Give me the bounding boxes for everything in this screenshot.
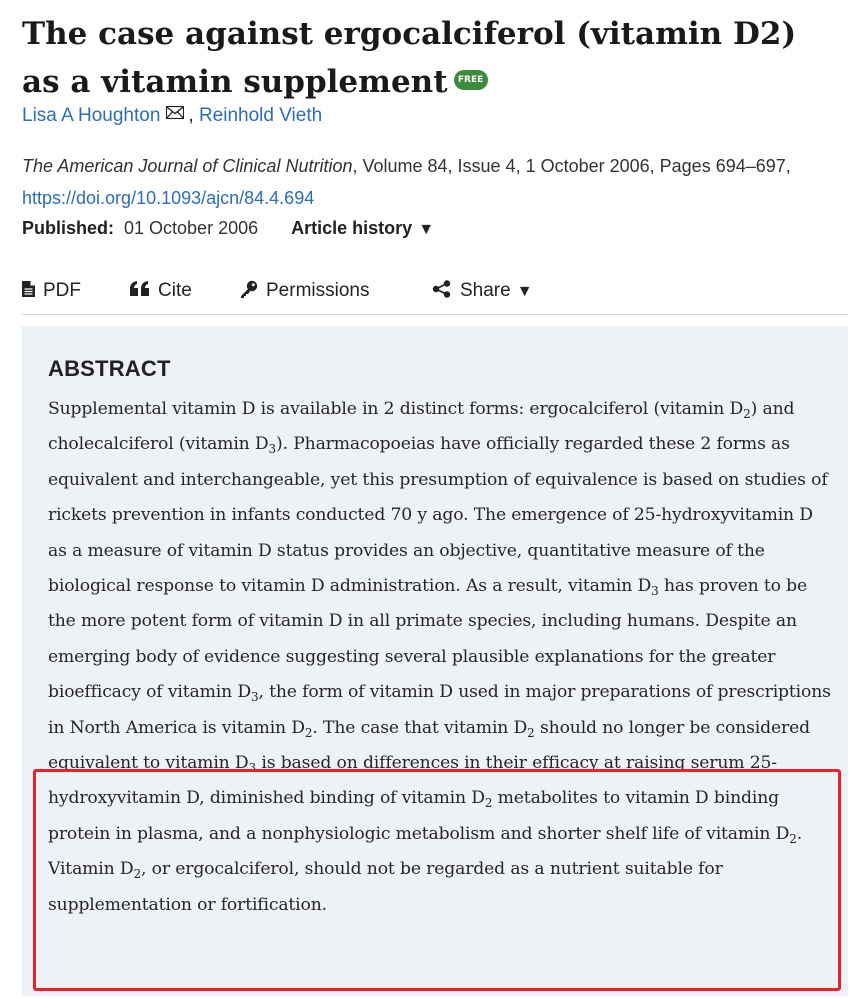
article-history-toggle[interactable] (291, 218, 434, 238)
caret-down-icon: ▼ (516, 283, 533, 300)
published-date: 01 October 2006 (124, 218, 259, 238)
author-link-houghton[interactable]: Lisa A Houghton (22, 105, 161, 127)
author-separator: , (188, 105, 194, 127)
permissions-label: Permissions (266, 280, 370, 301)
publication-row (22, 215, 434, 243)
caret-down-icon: ▼ (418, 221, 435, 238)
share-icon (432, 280, 452, 298)
citation-details: , Volume 84, Issue 4, 1 October 2006, Pages 694–697, (352, 156, 791, 176)
article-toolbar (22, 277, 848, 311)
toolbar-divider (22, 314, 848, 315)
quote-icon (130, 281, 150, 296)
envelope-icon[interactable] (166, 101, 186, 127)
cite-label: Cite (158, 280, 192, 301)
article-title (22, 10, 842, 106)
author-link-vieth[interactable]: Reinhold Vieth (198, 105, 323, 127)
cite-button[interactable] (130, 277, 192, 305)
pdf-button[interactable] (22, 277, 81, 305)
share-label: Share (460, 280, 511, 301)
key-icon (240, 280, 258, 298)
journal-name: The American Journal of Clinical Nutrition (22, 156, 353, 176)
doi-link[interactable]: https://doi.org/10.1093/ajcn/84.4.694 (22, 188, 315, 208)
abstract-text: Supplemental vitamin D is available in 2 distinct forms: ergocalciferol (vitamin $D_2$) and cholecalciferol (vitamin $D_3$). Pharmacopoeias have officially regarded these 2 forms as equivalent and interchangeable, yet this presumption of equivalence is based on studies of rickets prevention in infants conducted 70 y ago. The emergence of 25-hydroxyvitamin D as a measure of vitamin D status provides an objective, quantitative measure of the biological response to vitamin D administration. As a result, vitamin $D_3$ has proven to be the more potent form of vitamin D in all primate species, including humans. Despite an emerging body of evidence suggesting several plausible explanations for the greater bioefficacy of vitamin $D_3$, the form of vitamin D used in major preparations of prescriptions in North America is vitamin $D_2$. The case that vitamin $D_2$ should no longer be considered equivalent to vitamin $D_3$ is based on differences in their efficacy at raising serum 25-hydroxyvitamin D, diminished binding of vitamin $D_2$ metabolites to vitamin D binding protein in plasma, and a nonphysiologic metabolism and shorter shelf life of vitamin $D_2$. Vitamin $D_2$, or ergocalciferol, should not be regarded as a nutrient suitable for supplementation or fortification. (48, 399, 831, 915)
permissions-button[interactable] (240, 277, 369, 305)
article-title-text: The case against ergocalciferol (vitamin D2) as a vitamin supplement (22, 16, 797, 100)
pdf-file-icon (22, 281, 35, 297)
author-list (22, 103, 322, 129)
share-button[interactable] (432, 277, 533, 305)
published-label: Published: (22, 218, 115, 238)
pdf-label: PDF (43, 280, 81, 301)
abstract-heading: ABSTRACT (48, 356, 171, 381)
abstract-section (22, 326, 848, 996)
citation-line (22, 150, 842, 214)
free-access-badge: FREE (454, 70, 488, 90)
article-history-label: Article history (291, 218, 413, 238)
